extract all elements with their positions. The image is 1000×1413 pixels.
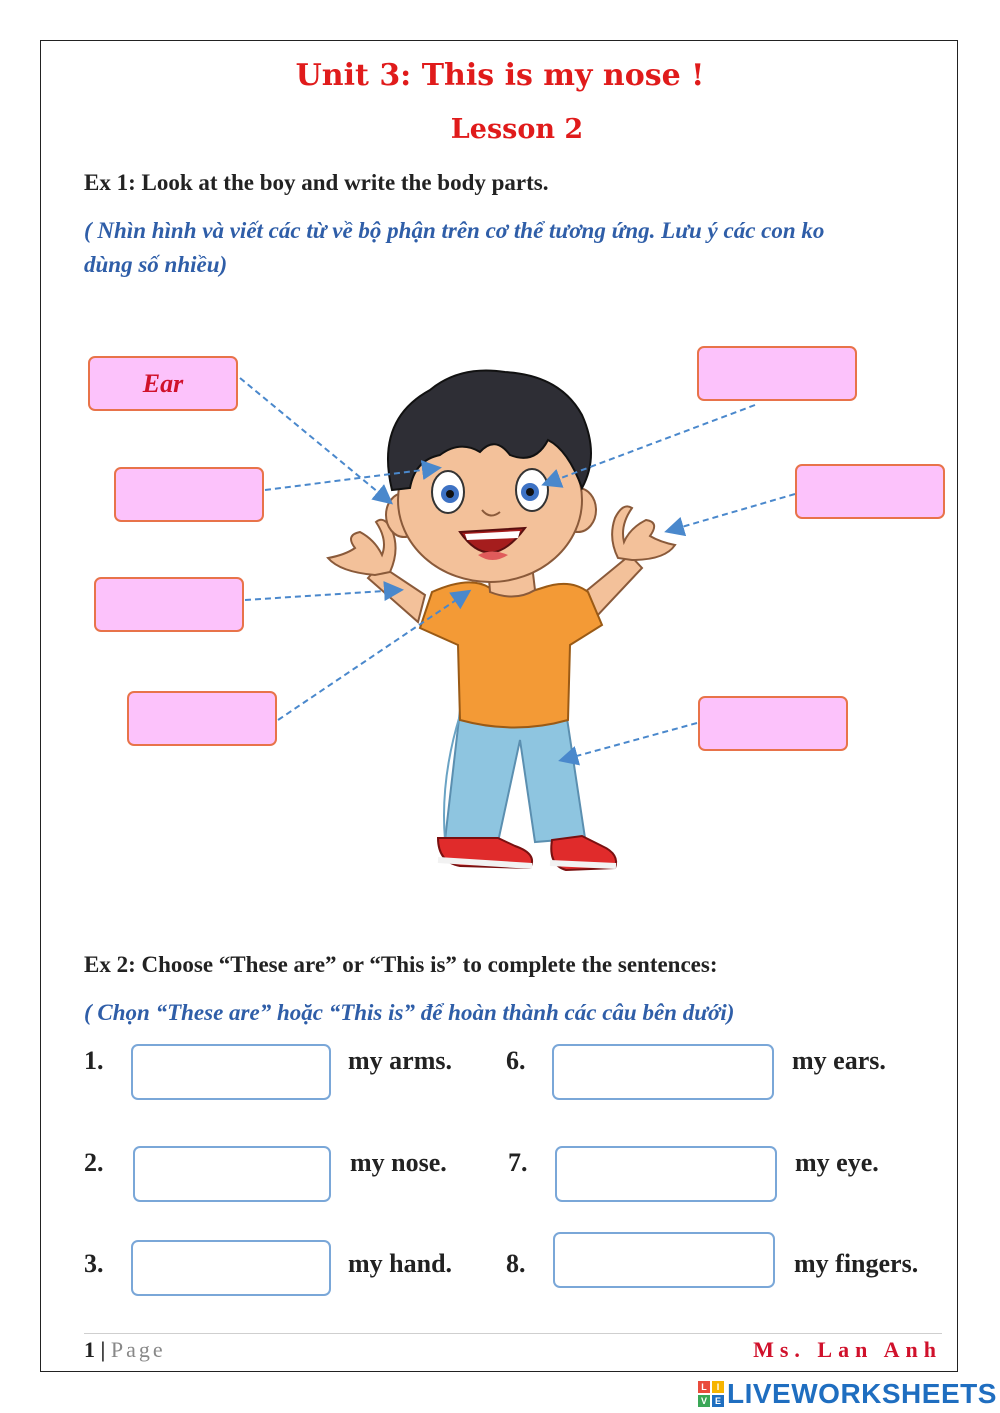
exercise2-heading: Ex 2: Choose “These are” or “This is” to complete the sentences: [84, 952, 718, 977]
brand-name: LIVEWORKSHEETS [727, 1378, 997, 1409]
exercise1-heading: Ex 1: Look at the boy and write the body parts. [84, 170, 549, 195]
page-label: Page [110, 1337, 166, 1362]
liveworksheets-logo-icon: L I V E [698, 1381, 724, 1407]
label-box-arm[interactable] [94, 577, 244, 632]
answer-input-2[interactable] [133, 1146, 331, 1202]
answer-input-3[interactable] [131, 1240, 331, 1296]
item-number: 1. [84, 1046, 104, 1075]
answer-input-7[interactable] [555, 1146, 777, 1202]
label-box-leg[interactable] [698, 696, 848, 751]
label-box-body[interactable] [127, 691, 277, 746]
label-box-face[interactable] [697, 346, 857, 401]
lesson-subtitle: Lesson 2 [450, 114, 584, 145]
item-number: 8. [506, 1249, 526, 1278]
page-separator: | [100, 1337, 106, 1362]
sentence-phrase: my hand. [348, 1249, 453, 1278]
liveworksheets-brand[interactable] [698, 1378, 997, 1410]
item-number: 3. [84, 1249, 104, 1278]
label-box-eye[interactable] [114, 467, 264, 522]
answer-input-8[interactable] [553, 1232, 775, 1288]
sentence-phrase: my eye. [795, 1148, 879, 1177]
answer-input-6[interactable] [552, 1044, 774, 1100]
label-box-ear[interactable]: Ear [88, 356, 238, 411]
page-footer [84, 1337, 166, 1363]
sentence-phrase: my ears. [792, 1046, 886, 1075]
exercise1-instruction-line1: ( Nhìn hình và viết các từ về bộ phận trên cơ thể tương ứng. Lưu ý các con ko [84, 218, 825, 243]
footer-divider [84, 1333, 942, 1334]
item-number: 6. [506, 1046, 526, 1075]
sentence-phrase: my nose. [350, 1148, 447, 1177]
page-number: 1 [84, 1337, 95, 1362]
answer-input-1[interactable] [131, 1044, 331, 1100]
page-title: Unit 3: This is my nose ! [295, 58, 705, 93]
item-number: 2. [84, 1148, 104, 1177]
sentence-phrase: my arms. [348, 1046, 452, 1075]
exercise1-instruction-line2: dùng số nhiều) [84, 252, 228, 277]
author-name: Ms. Lan Anh [753, 1337, 942, 1362]
label-box-hand[interactable] [795, 464, 945, 519]
item-number: 7. [508, 1148, 528, 1177]
exercise2-instruction: ( Chọn “These are” hoặc “This is” để hoàn thành các câu bên dưới) [84, 1000, 735, 1025]
sentence-phrase: my fingers. [794, 1249, 919, 1278]
